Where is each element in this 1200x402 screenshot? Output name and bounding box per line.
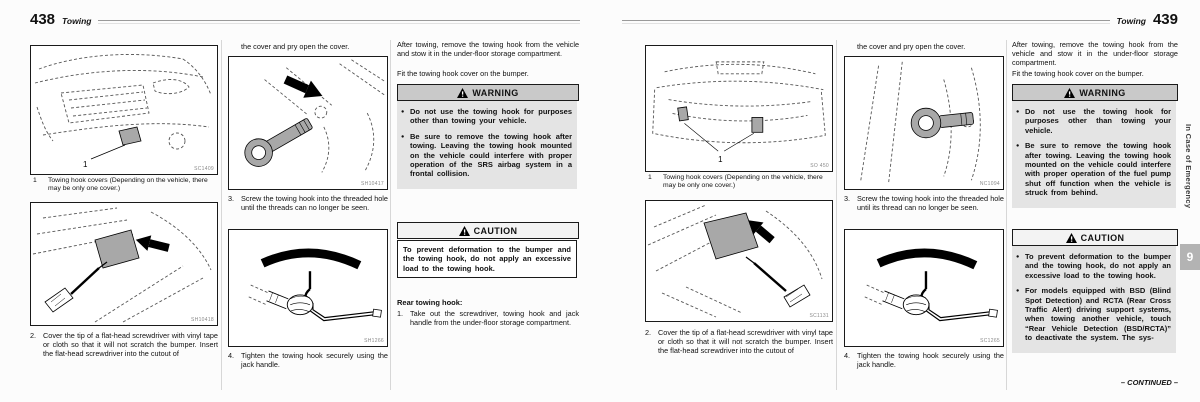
warning-item: [1016, 107, 1171, 135]
warning-body: [1012, 101, 1176, 208]
left-page-header: [30, 12, 580, 27]
warning-icon: [1064, 88, 1075, 98]
step-text: Screw the towing hook into the threaded hole until its thread can no longer be seen.: [857, 194, 1004, 213]
caution-header: [397, 222, 579, 239]
left-col-divider-2: [390, 40, 391, 390]
bullet-icon: [1016, 252, 1025, 280]
front-bumper-illustration: [31, 46, 217, 174]
step-number: 2.: [30, 331, 37, 340]
caption-text: Towing hook covers (Depending on the vehicle, there may be only one cover.): [48, 177, 208, 193]
caution-text: For models equipped with BSD (Blind Spot Detection) and RCTA (Rear Cross Traffic Alert) driving support systems, when towing another vehicle, touch “Rear Vehicle Detection (BSD/RCTA)” to deactivate the system. The sys-: [1025, 286, 1171, 343]
caution-title: CAUTION: [1080, 232, 1125, 243]
right-col-divider-1: [836, 40, 837, 390]
caption-number: 1: [648, 174, 652, 181]
step-2: [645, 328, 833, 356]
caution-body: To prevent deformation to the bumper and the towing hook, do not apply an excessive load to the towing hook.: [397, 240, 577, 278]
step-text: Take out the screwdriver, towing hook and jack handle from the under-floor storage compartment.: [410, 309, 579, 328]
bullet-icon: [1016, 141, 1025, 197]
figure-code: SC1409: [194, 166, 214, 172]
warning-item: [401, 132, 572, 179]
bullet-icon: [1016, 286, 1025, 342]
fit-cover-paragraph: Fit the towing hook cover on the bumper.: [397, 69, 529, 78]
figure-code: NC1094: [979, 181, 1000, 187]
step-3: [228, 194, 388, 212]
pry-cover-rear-illustration: [646, 201, 832, 321]
caution-item: [1016, 286, 1171, 342]
step-4: [844, 351, 1004, 369]
right-page-number: 439: [1152, 11, 1178, 28]
caption-number: 1: [33, 177, 37, 184]
right-section-title: Towing: [1116, 16, 1146, 26]
warning-body: [397, 101, 577, 189]
step-2: [30, 331, 218, 359]
caption-text: Towing hook covers (Depending on the vehicle, there may be only one cover.): [663, 174, 823, 190]
step-4: [228, 351, 388, 369]
figure-caption: [30, 177, 218, 194]
warning-text: Be sure to remove the towing hook after towing. Leaving the towing hook mounted on the vehicle could interfere with proper operation of the fuel pump shut off function when the vehicle is struck from behind.: [1025, 141, 1171, 198]
figure-pry-cover-front: [30, 202, 218, 326]
step-3: [844, 194, 1004, 212]
after-towing-paragraph: After towing, remove the towing hook from the vehicle and stow it in the under-floor storage compartment.: [1012, 40, 1178, 68]
caution-item: [1016, 252, 1171, 280]
chapter-number-tab: 9: [1180, 244, 1200, 270]
figure-screw-hook-front: [228, 56, 388, 190]
fit-cover-paragraph: Fit the towing hook cover on the bumper.: [1012, 69, 1144, 78]
step-text: Cover the tip of a flat-head screwdriver with vinyl tape or cloth so that it will not scratch the bumper. Insert the flat-head screwdriver into the cutout of: [43, 331, 218, 359]
figure-screw-hook-rear: [844, 56, 1004, 190]
warning-text: Do not use the towing hook for purposes other than towing your vehicle.: [410, 107, 572, 126]
step-number: 2.: [645, 328, 652, 337]
caution-title: CAUTION: [473, 225, 518, 236]
figure-front-bumper: [30, 45, 218, 175]
caution-icon: [459, 226, 470, 236]
step-number: 1.: [397, 309, 404, 318]
warning-text: Be sure to remove the towing hook after towing. Leaving the towing hook mounted on the vehicle could interfere with proper operation of the SRS airbag system in a frontal collision.: [410, 131, 572, 179]
right-header-rule: [622, 20, 1110, 24]
warning-item: [401, 107, 572, 126]
continued-marker: – CONTINUED –: [1120, 378, 1178, 387]
step-text: Screw the towing hook into the threaded hole until the threads can no longer be seen.: [241, 194, 388, 213]
warning-title: WARNING: [472, 87, 519, 98]
figure-jack-handle-front: [228, 229, 388, 347]
jack-handle-rear-illustration: [845, 230, 1003, 346]
caution-text: To prevent deformation to the bumper and the towing hook, do not apply an excessive load to the towing hook.: [1025, 252, 1171, 280]
caution-header: [1012, 229, 1178, 246]
bullet-icon: [401, 107, 410, 126]
warning-text: Do not use the towing hook for purposes other than towing your vehicle.: [1025, 107, 1171, 135]
figure-code: SH10417: [361, 181, 384, 187]
warning-title: WARNING: [1079, 87, 1126, 98]
warning-item: [1016, 141, 1171, 197]
figure-code: SH10418: [191, 317, 214, 323]
left-section-title: Towing: [62, 16, 92, 26]
step-text: Tighten the towing hook securely using the jack handle.: [857, 351, 1004, 370]
step-text: Tighten the towing hook securely using the jack handle.: [241, 351, 388, 370]
figure-caption: [645, 174, 833, 191]
left-page-number: 438: [30, 11, 56, 28]
figure-jack-handle-rear: [844, 229, 1004, 347]
rear-towing-hook-heading: Rear towing hook:: [397, 298, 463, 307]
warning-header: [397, 84, 579, 101]
chapter-edge-label: In Case of Emergency: [1184, 124, 1193, 209]
rear-bumper-illustration: [646, 46, 832, 171]
screw-hook-rear-illustration: [845, 57, 1003, 189]
figure-code: SC1265: [980, 338, 1000, 344]
bullet-icon: [1016, 107, 1025, 135]
bullet-icon: [401, 132, 410, 179]
step-number: 3.: [228, 194, 235, 203]
continuation-text: the cover and pry open the cover.: [241, 42, 350, 51]
left-col-divider-1: [221, 40, 222, 390]
figure-code: SC1131: [809, 313, 829, 319]
warning-icon: [457, 88, 468, 98]
caution-icon: [1066, 233, 1077, 243]
figure-callout-1: 1: [718, 155, 723, 165]
left-header-rule: [98, 20, 580, 24]
pry-cover-illustration: [31, 203, 217, 325]
jack-handle-illustration: [229, 230, 387, 346]
step-text: Cover the tip of a flat-head screwdriver with vinyl tape or cloth so that it will not scratch the bumper. Insert the flat-head screwdriver into the cutout of: [658, 328, 833, 356]
screw-hook-illustration: [229, 57, 387, 189]
figure-pry-cover-rear: [645, 200, 833, 322]
figure-rear-bumper: [645, 45, 833, 172]
figure-code: SH1266: [364, 338, 384, 344]
continuation-text: the cover and pry open the cover.: [857, 42, 966, 51]
rear-step-1: [397, 309, 579, 327]
step-number: 4.: [228, 351, 235, 360]
after-towing-paragraph: After towing, remove the towing hook from the vehicle and stow it in the under-floor storage compartment.: [397, 40, 579, 59]
caution-body: [1012, 246, 1176, 353]
step-number: 4.: [844, 351, 851, 360]
right-col-divider-2: [1006, 40, 1007, 390]
step-number: 3.: [844, 194, 851, 203]
figure-code: SO 450: [810, 163, 829, 169]
right-page-header: [622, 12, 1178, 27]
figure-callout-1: 1: [83, 160, 88, 169]
warning-header: [1012, 84, 1178, 101]
